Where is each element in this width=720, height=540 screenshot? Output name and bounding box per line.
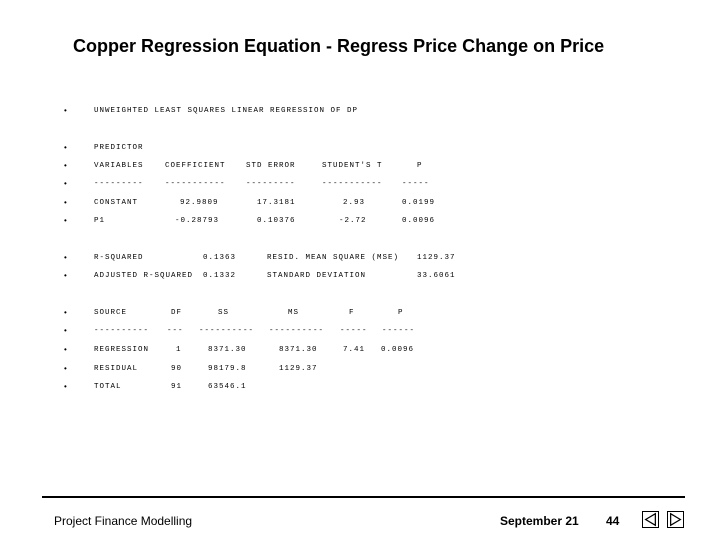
bullet: • <box>64 253 67 262</box>
anova-header-p: P <box>398 309 404 317</box>
coef-header-std-error: STD ERROR <box>246 162 296 170</box>
next-slide-button[interactable] <box>667 511 684 528</box>
coef-coefficient: -0.28793 <box>175 217 220 225</box>
anova-dash: ----- <box>340 327 368 335</box>
anova-df: 90 <box>171 365 183 373</box>
bullet: • <box>64 106 67 115</box>
std-dev-value: 33.6061 <box>417 272 456 280</box>
bullet: • <box>64 216 67 225</box>
bullet: • <box>64 143 67 152</box>
previous-slide-button[interactable] <box>642 511 659 528</box>
coef-coefficient: 92.9809 <box>180 199 219 207</box>
anova-df: 1 <box>176 346 182 354</box>
anova-header-source: SOURCE <box>94 309 128 317</box>
anova-dash: ---------- <box>199 327 255 335</box>
coef-row-constant <box>0 196 720 210</box>
coef-variable: CONSTANT <box>94 199 139 207</box>
anova-header-row <box>0 306 720 320</box>
triangle-left-icon <box>643 512 658 527</box>
std-dev-label: STANDARD DEVIATION <box>267 272 367 280</box>
anova-dash: ---------- <box>269 327 325 335</box>
coef-dash: ----------- <box>165 180 226 188</box>
anova-dash: ------ <box>382 327 416 335</box>
coef-header-coefficient: COEFFICIENT <box>165 162 226 170</box>
r-squared-value: 0.1363 <box>203 254 237 262</box>
footer-divider <box>42 496 685 498</box>
coef-header-students-t: STUDENT'S T <box>322 162 383 170</box>
resid-ms-label: RESID. MEAN SQUARE (MSE) <box>267 254 400 262</box>
coef-header-variables: VARIABLES <box>94 162 144 170</box>
anova-ms: 1129.37 <box>279 365 318 373</box>
anova-source: RESIDUAL <box>94 365 139 373</box>
anova-ms: 8371.30 <box>279 346 318 354</box>
bullet: • <box>64 198 67 207</box>
anova-source: TOTAL <box>94 383 122 391</box>
resid-ms-value: 1129.37 <box>417 254 456 262</box>
anova-dash: --- <box>167 327 184 335</box>
anova-df: 91 <box>171 383 183 391</box>
predictor-label: PREDICTOR <box>94 144 144 152</box>
coef-p: 0.0199 <box>402 199 436 207</box>
anova-f: 7.41 <box>343 346 366 354</box>
footer-date: September 21 <box>500 514 579 528</box>
slide-title: Copper Regression Equation - Regress Price Change on Price <box>73 36 605 56</box>
bullet: • <box>64 308 67 317</box>
anova-row-regression <box>0 343 720 357</box>
bullet: • <box>64 271 67 280</box>
anova-row-total <box>0 380 720 394</box>
bullet: • <box>64 326 67 335</box>
anova-header-ss: SS <box>218 309 230 317</box>
coef-std-error: 17.3181 <box>257 199 296 207</box>
coef-dash: ----------- <box>322 180 383 188</box>
adj-r-squared-value: 0.1332 <box>203 272 237 280</box>
anova-ss: 98179.8 <box>208 365 247 373</box>
anova-ss: 63546.1 <box>208 383 247 391</box>
adj-r-squared-row <box>0 269 720 283</box>
coef-header-row <box>0 159 720 173</box>
anova-ss: 8371.30 <box>208 346 247 354</box>
coef-dash: ----- <box>402 180 430 188</box>
coef-students-t: -2.72 <box>339 217 367 225</box>
bullet: • <box>64 345 67 354</box>
r-squared-label: R-SQUARED <box>94 254 144 262</box>
anova-dash-row <box>0 324 720 338</box>
footer-course-title: Project Finance Modelling <box>54 514 193 528</box>
coef-variable: P1 <box>94 217 106 225</box>
adj-r-squared-label: ADJUSTED R-SQUARED <box>94 272 194 280</box>
anova-header-ms: MS <box>288 309 300 317</box>
method-text: UNWEIGHTED LEAST SQUARES LINEAR REGRESSION OF DP <box>94 107 359 115</box>
page-number: 44 <box>606 514 620 528</box>
method-line <box>0 104 720 118</box>
coef-dash: --------- <box>94 180 144 188</box>
triangle-right-icon <box>668 512 683 527</box>
coef-p: 0.0096 <box>402 217 436 225</box>
bullet: • <box>64 179 67 188</box>
bullet: • <box>64 382 67 391</box>
coef-row-p1 <box>0 214 720 228</box>
coef-dash-row <box>0 177 720 191</box>
coef-students-t: 2.93 <box>343 199 366 207</box>
anova-header-f: F <box>349 309 355 317</box>
anova-dash: ---------- <box>94 327 150 335</box>
coef-dash: --------- <box>246 180 296 188</box>
bullet: • <box>64 161 67 170</box>
coef-std-error: 0.10376 <box>257 217 296 225</box>
anova-header-df: DF <box>171 309 183 317</box>
coef-header-p: P <box>417 162 423 170</box>
anova-p: 0.0096 <box>381 346 415 354</box>
r-squared-row <box>0 251 720 265</box>
anova-row-residual <box>0 362 720 376</box>
bullet: • <box>64 364 67 373</box>
predictor-line <box>0 141 720 155</box>
anova-source: REGRESSION <box>94 346 150 354</box>
